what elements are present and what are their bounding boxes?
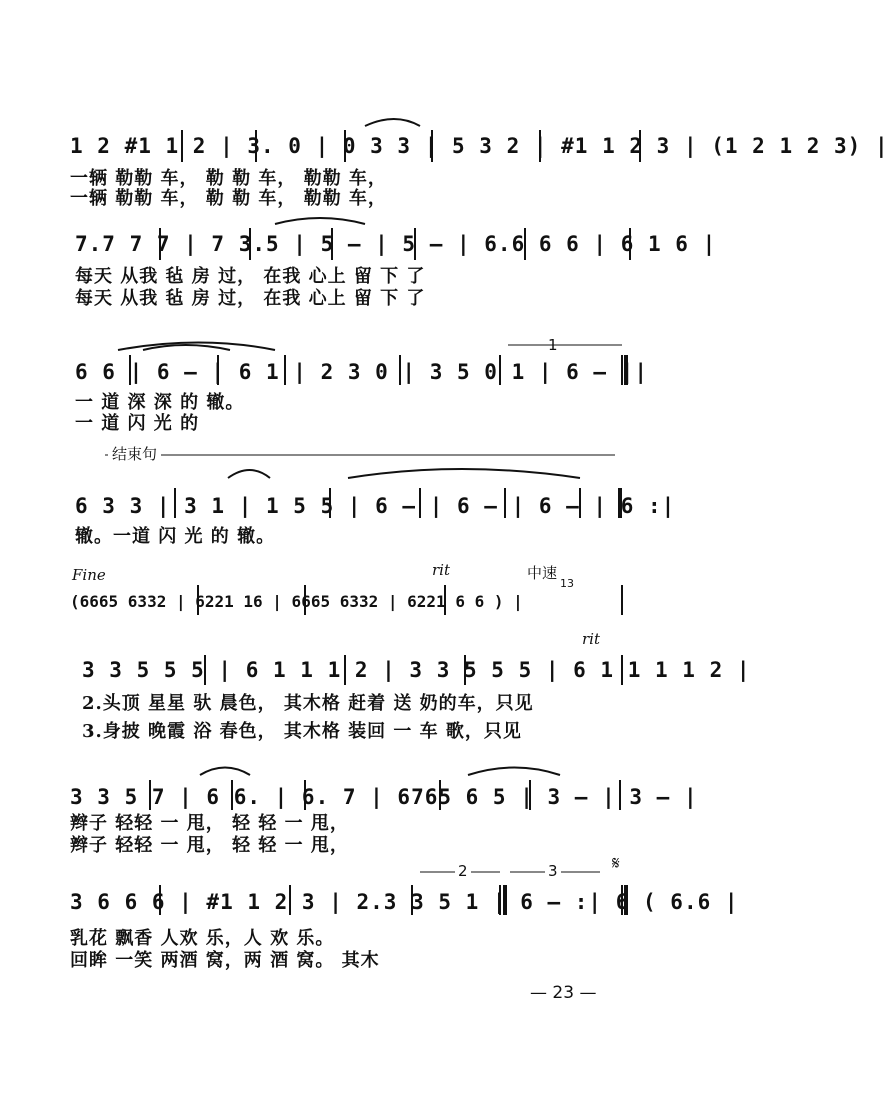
- volta-2-label: 2: [455, 864, 471, 879]
- system-4-notes: 6 3 3 | 3 1 | 1 5 5 | 6 — | 6 — | 6 — | 6 :|: [75, 494, 676, 518]
- system-6-lyric-1: 2.头顶 星星 驮 晨色， 其木格 赶着 送 奶的车，只见: [82, 693, 534, 714]
- system-2-lyric-1: 每天 从我 毡 房 过， 在我 心上 留 下 了: [75, 266, 426, 287]
- volta-3-label: 3: [545, 864, 561, 879]
- system-1-notes: 1 2 #1 1 2 | 3. 0 | 0 3 3 | 5 3 2 | #1 1 2 3 | (1 2 1 2 3) |: [70, 134, 889, 158]
- rit-mark-1: rit: [432, 561, 450, 579]
- rit-mark-2: rit: [582, 630, 600, 648]
- system-7-lyric-1: 辫子 轻轻 一 甩， 轻 轻 一 甩，: [70, 813, 349, 834]
- system-3-lyric-1: 一 道 深 深 的 辙。: [75, 392, 245, 413]
- tempo-mark: 中速: [527, 564, 558, 582]
- system-1-lyric-2: 一辆 勒勒 车， 勒 勒 车， 勒勒 车，: [70, 188, 387, 209]
- segno-mark: 𝄋: [612, 853, 620, 874]
- system-4-lyric-1: 辙。一道 闪 光 的 辙。: [75, 526, 276, 547]
- fine-mark: Fine: [72, 566, 106, 584]
- system-6-lyric-2: 3.身披 晚霞 浴 春色， 其木格 装回 一 车 歌，只见: [82, 721, 522, 742]
- system-3-lyric-2: 一 道 闪 光 的: [75, 413, 200, 434]
- system-5-notes: (6665 6332 | 6221 16 | 6665 6332 | 6221 6 6 ) |: [70, 592, 523, 611]
- system-7-notes: 3 3 5 7 | 6 6. | 6. 7 | 6765 6 5 | 3 — | 3 — |: [70, 785, 698, 809]
- ending-section-label: 结束句: [108, 447, 161, 462]
- volta-1-label: 1: [548, 336, 558, 354]
- tuplet-mark: 13: [560, 577, 574, 590]
- system-2-lyric-2: 每天 从我 毡 房 过， 在我 心上 留 下 了: [75, 288, 426, 309]
- system-6-notes: 3 3 5 5 5 | 6 1 1 1 2 | 3 3 5 5 5 | 6 1 1 1 1 2 |: [82, 658, 751, 682]
- system-7-lyric-2: 辫子 轻轻 一 甩， 轻 轻 一 甩，: [70, 835, 349, 856]
- system-2-notes: 7.7 7 7 | 7 3.5 | 5 — | 5 — | 6.6 6 6 | 6 1 6 |: [75, 232, 717, 256]
- system-3-notes: 6 6 | 6 — | 6 1 | 2 3 0 | 3 5 0 1 | 6 — ||: [75, 360, 649, 384]
- system-8-lyric-2: 回眸 一笑 两酒 窝，两 酒 窝。 其木: [70, 950, 380, 971]
- page-number: — 23 —: [530, 983, 597, 1003]
- system-8-lyric-1: 乳花 飘香 人欢 乐，人 欢 乐。: [70, 928, 335, 949]
- system-8-notes: 3 6 6 6 | #1 1 2 3 | 2.3 3 5 1 | 6 — :| 6 ( 6.6 |: [70, 890, 739, 914]
- system-1-lyric-1: 一辆 勒勒 车， 勒 勒 车， 勒勒 车，: [70, 168, 387, 189]
